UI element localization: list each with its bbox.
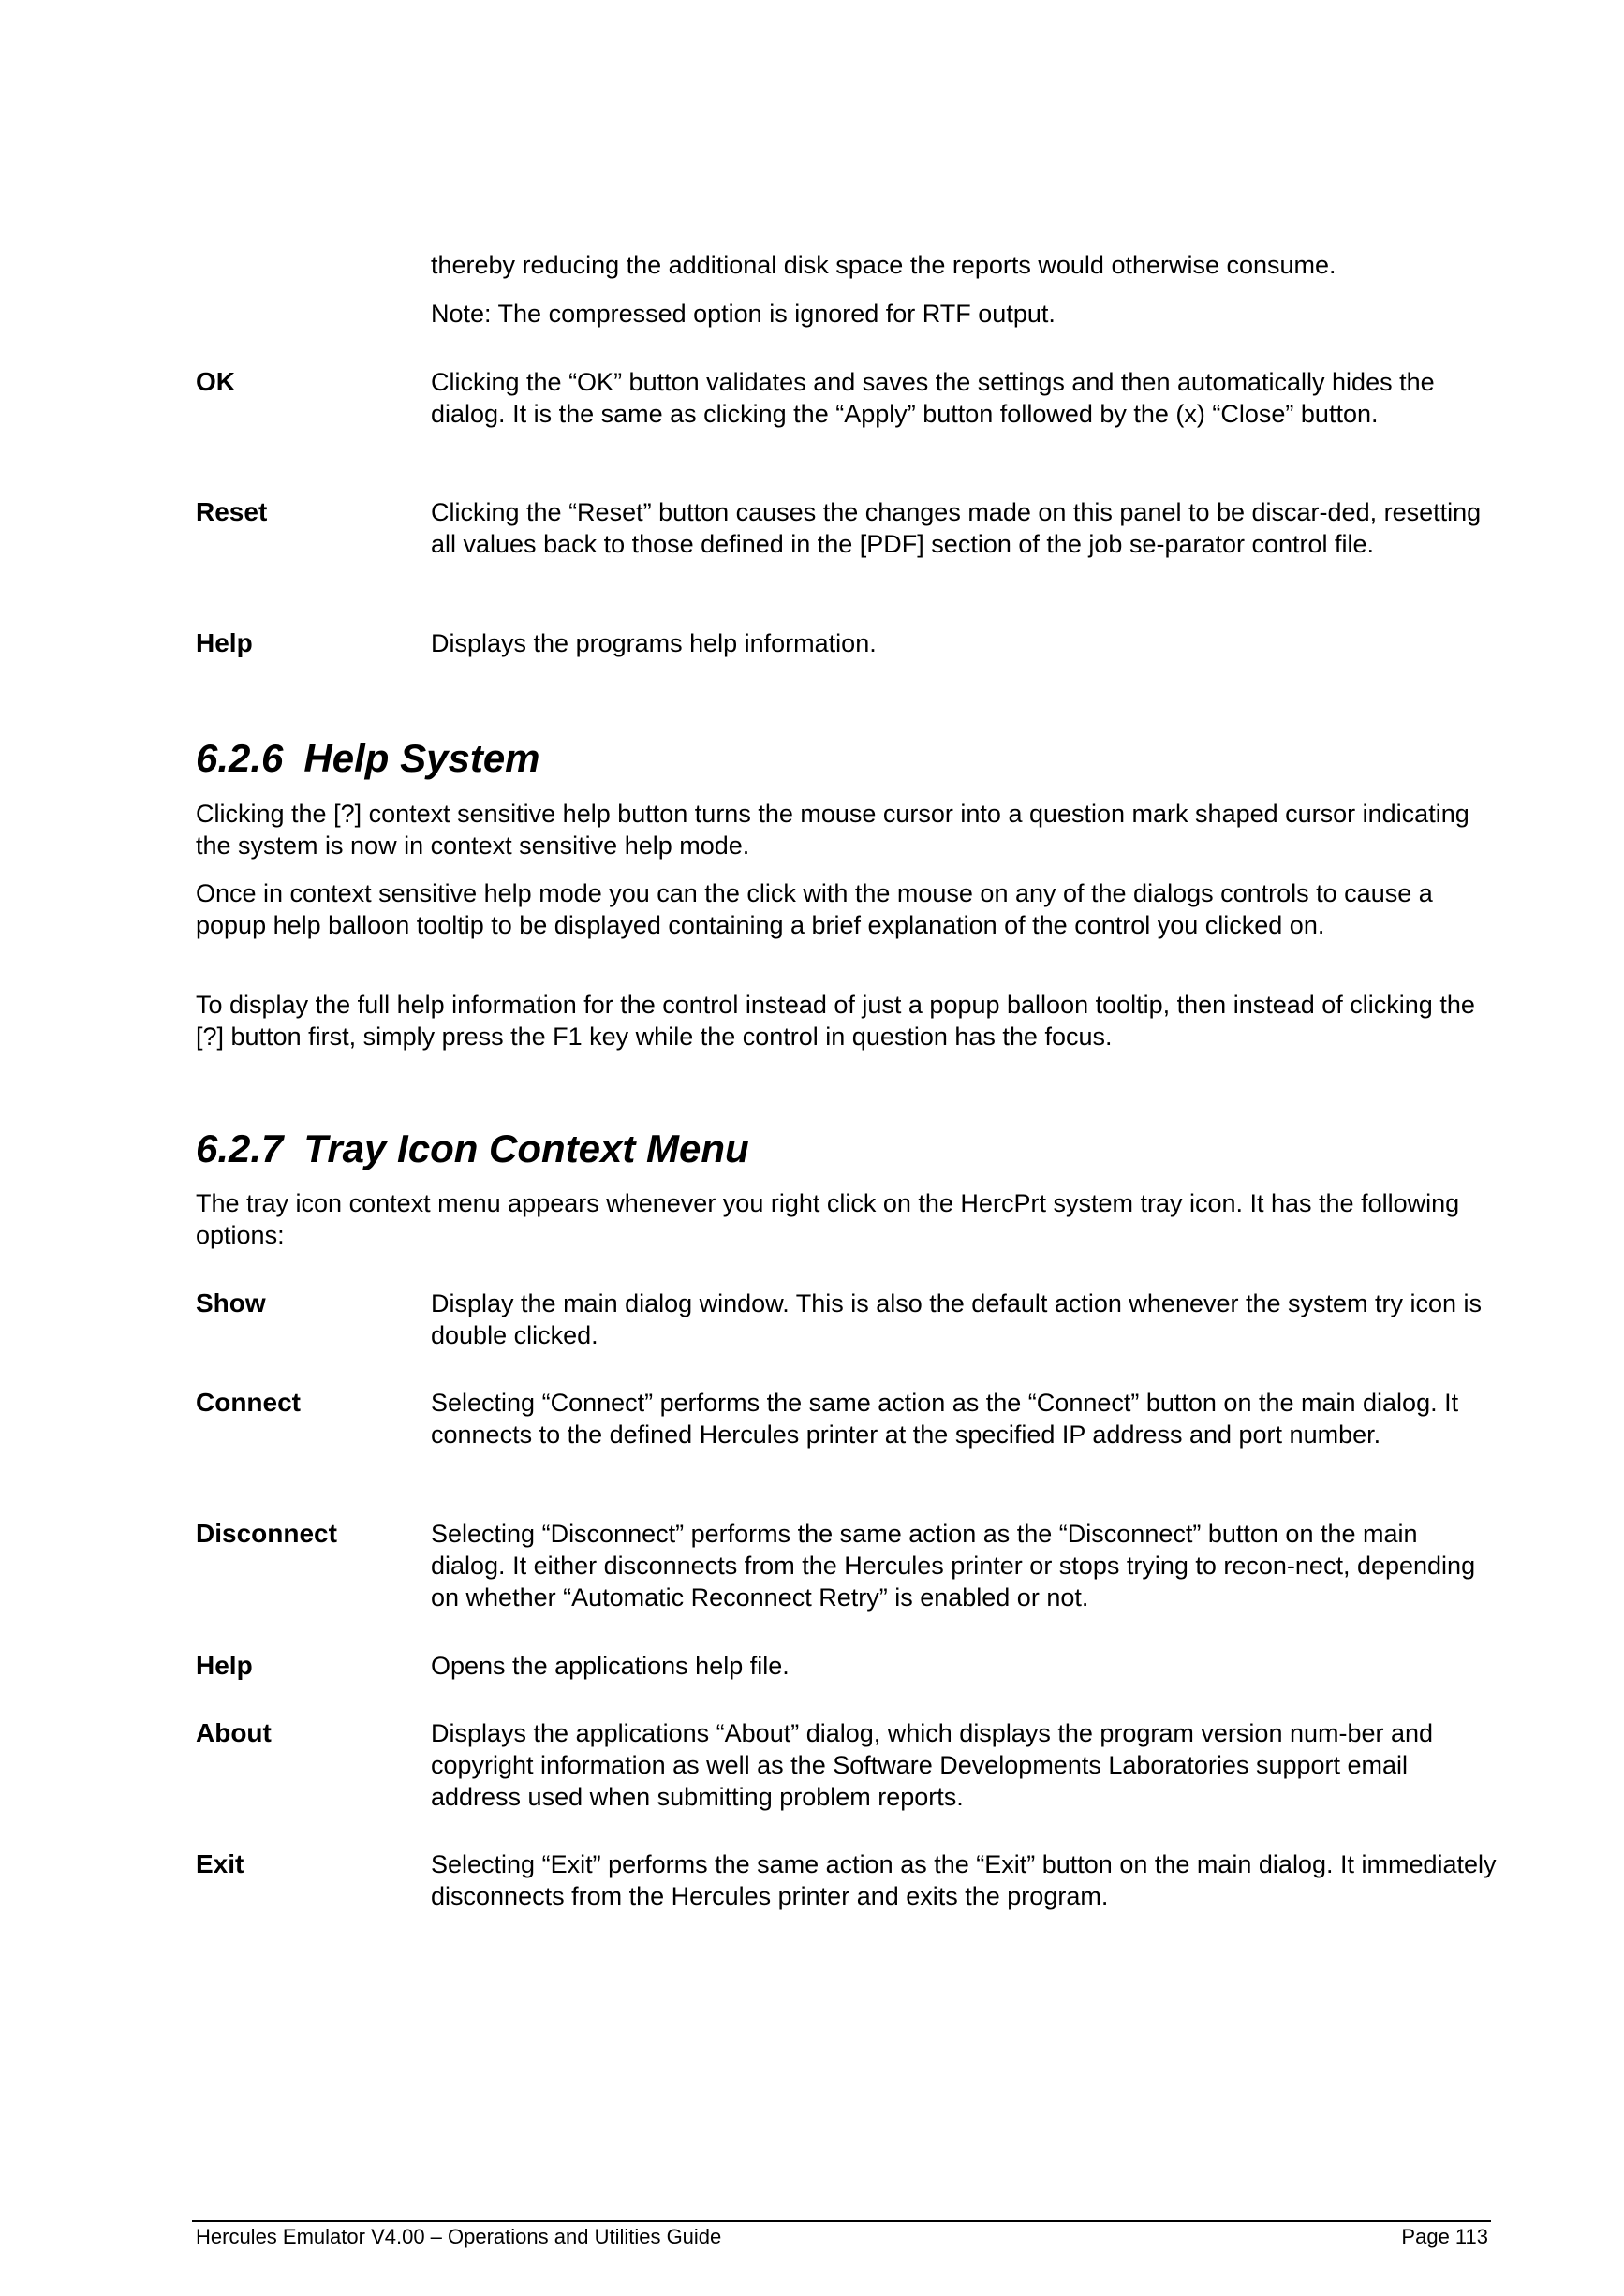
intro-continuation: thereby reducing the additional disk space the reports would otherwise consume.: [431, 251, 1336, 279]
term-reset: Reset: [196, 497, 268, 526]
description-disconnect: Selecting “Disconnect” performs the same action as the “Disconnect” button on the main dialog. It either disconnects from the Hercules printer or stops trying to recon-nect, depending on whether “Automatic Reconnect Retry” is enabled or not.: [431, 1520, 1476, 1612]
description-exit: Selecting “Exit” performs the same action as the “Exit” button on the main dialog. It immediately disconnects from the Hercules printer and exits the program.: [431, 1850, 1497, 1910]
help-system-paragraph-3: To display the full help information for the control instead of just a popup balloon tooltip, then instead of clicking the [?] button first, simply press the F1 key while the control in question has the focus.: [196, 991, 1475, 1051]
footer-divider: [192, 2220, 1491, 2222]
footer-page-number: Page 113: [1401, 2225, 1488, 2248]
section-title: Tray Icon Context Menu: [303, 1126, 749, 1170]
description-reset: Clicking the “Reset” button causes the changes made on this panel to be discar-ded, resetting all values back to those defined in the [PDF] section of the job se-parator control file.: [431, 498, 1482, 558]
section-heading-help-system: [196, 735, 540, 782]
section-number: 6.2.7: [196, 1126, 284, 1170]
section-number: 6.2.6: [196, 736, 284, 780]
tray-menu-intro: The tray icon context menu appears whenever you right click on the HercPrt system tray icon. It has the following options:: [196, 1189, 1460, 1249]
term-disconnect: Disconnect: [196, 1519, 337, 1548]
description-tray-help: Opens the applications help file.: [431, 1652, 790, 1680]
term-exit: Exit: [196, 1849, 244, 1878]
term-show: Show: [196, 1288, 266, 1317]
term-tray-help: Help: [196, 1651, 253, 1680]
description-help: Displays the programs help information.: [431, 629, 877, 657]
section-heading-tray-icon-context-menu: [196, 1126, 749, 1172]
help-system-paragraph-2: Once in context sensitive help mode you can the click with the mouse on any of the dialogs controls to cause a popup help balloon tooltip to be displayed containing a brief explanation of the control you clicked on.: [196, 879, 1433, 939]
section-title: Help System: [303, 736, 540, 780]
intro-note: Note: The compressed option is ignored for RTF output.: [431, 300, 1056, 328]
description-ok: Clicking the “OK” button validates and saves the settings and then automatically hides the dialog. It is the same as clicking the “Apply” button followed by the (x) “Close” button.: [431, 368, 1435, 428]
term-help: Help: [196, 628, 253, 657]
footer-document-title: Hercules Emulator V4.00 – Operations and Utilities Guide: [196, 2225, 722, 2248]
term-connect: Connect: [196, 1388, 301, 1417]
description-show: Display the main dialog window. This is also the default action whenever the system try icon is double clicked.: [431, 1289, 1483, 1349]
description-about: Displays the applications “About” dialog, which displays the program version num-ber and copyright information as well as the Software Developments Laboratories support email address used when submitting problem reports.: [431, 1719, 1434, 1811]
term-ok: OK: [196, 367, 235, 396]
description-connect: Selecting “Connect” performs the same action as the “Connect” button on the main dialog. It connects to the defined Hercules printer at the specified IP address and port number.: [431, 1389, 1459, 1449]
term-about: About: [196, 1718, 272, 1747]
help-system-paragraph-1: Clicking the [?] context sensitive help button turns the mouse cursor into a question mark shaped cursor indicating the system is now in context sensitive help mode.: [196, 800, 1469, 860]
